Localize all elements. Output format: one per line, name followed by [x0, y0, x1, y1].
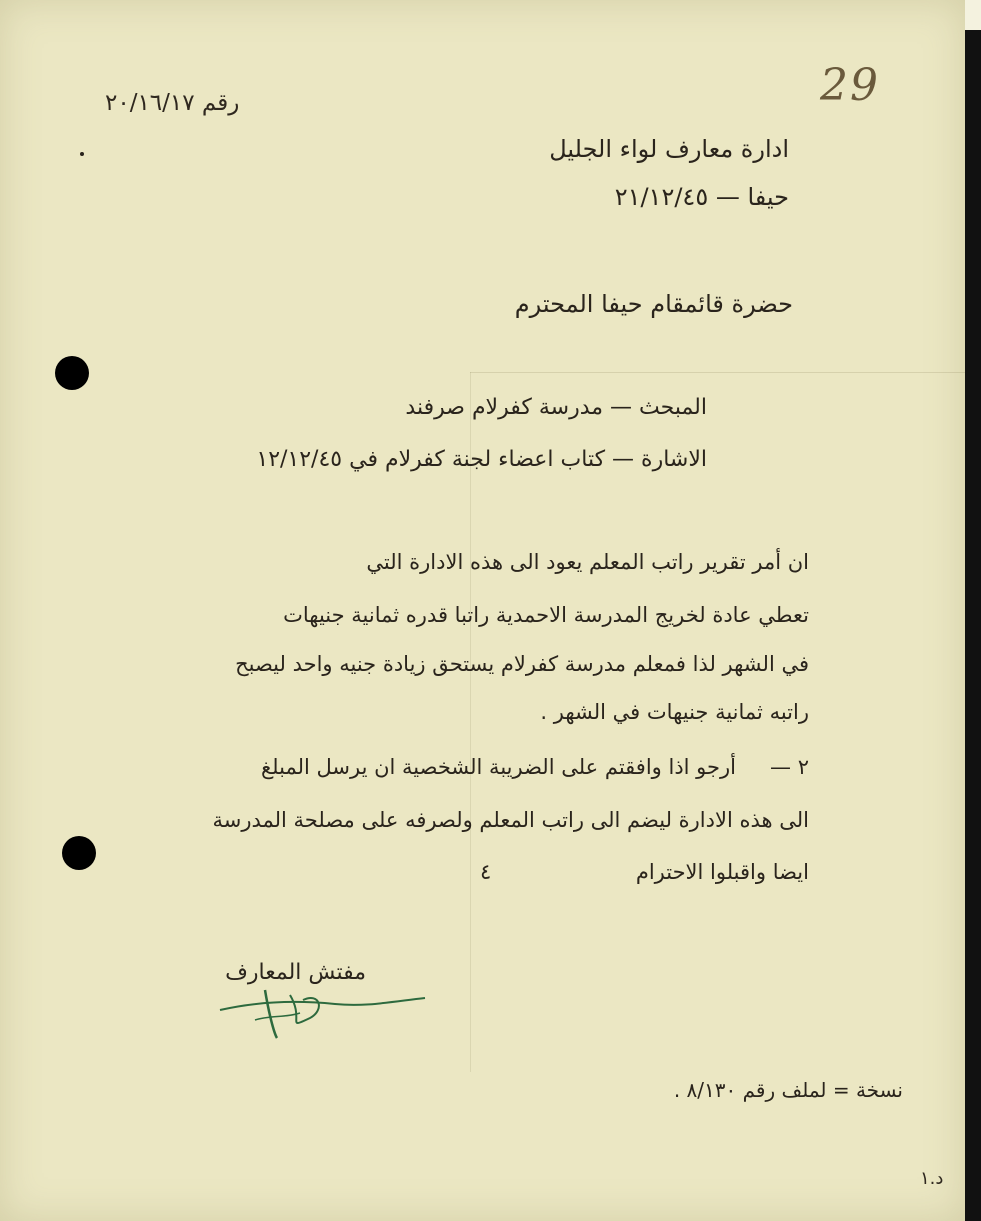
reference-line: الاشارة — كتاب اعضاء لجنة كفرلام في ١٢/١٢/٤٥ — [256, 447, 707, 472]
fold-line-horizontal — [470, 372, 965, 373]
signature-title: مفتش المعارف — [225, 960, 366, 985]
body-line-7: ايضا واقبلوا الاحترام — [635, 860, 809, 884]
bottom-code: د.١ — [920, 1168, 944, 1189]
body-line-6: الى هذه الادارة ليضم الى راتب المعلم ولصرفه على مصلحة المدرسة — [212, 808, 809, 832]
office-name: ادارة معارف لواء الجليل — [549, 135, 789, 163]
handwritten-signature — [215, 980, 435, 1040]
fold-line-vertical — [470, 372, 471, 1072]
paragraph-number: ٢ — — [770, 755, 809, 779]
body-line-1: ان أمر تقرير راتب المعلم يعود الى هذه الادارة التي — [366, 550, 809, 574]
body-line-3: في الشهر لذا فمعلم مدرسة كفرلام يستحق زيادة جنيه واحد ليصبح — [235, 652, 809, 676]
end-mark: ٤ — [480, 860, 492, 884]
subject-line: المبحث — مدرسة كفرلام صرفند — [405, 395, 707, 420]
scan-edge-top — [965, 0, 981, 30]
body-line-2: تعطي عادة لخريج المدرسة الاحمدية راتبا قدره ثمانية جنيهات — [283, 603, 809, 627]
body-line-5: أرجو اذا وافقتم على الضريبة الشخصية ان يرسل المبلغ — [261, 755, 736, 779]
copy-note: نسخة = لملف رقم ٨/١٣٠ . — [673, 1078, 903, 1102]
body-line-4: راتبه ثمانية جنيهات في الشهر . — [540, 700, 809, 724]
ink-dot — [80, 152, 84, 156]
punch-hole-bottom — [62, 836, 96, 870]
punch-hole-top — [55, 356, 89, 390]
page-number: 29 — [820, 60, 880, 111]
reference-number: رقم ٢٠/١٦/١٧ — [105, 90, 240, 116]
place-date: حيفا — ٢١/١٢/٤٥ — [614, 183, 789, 211]
addressee: حضرة قائمقام حيفا المحترم — [514, 290, 793, 318]
scan-edge-dark — [965, 30, 981, 1221]
